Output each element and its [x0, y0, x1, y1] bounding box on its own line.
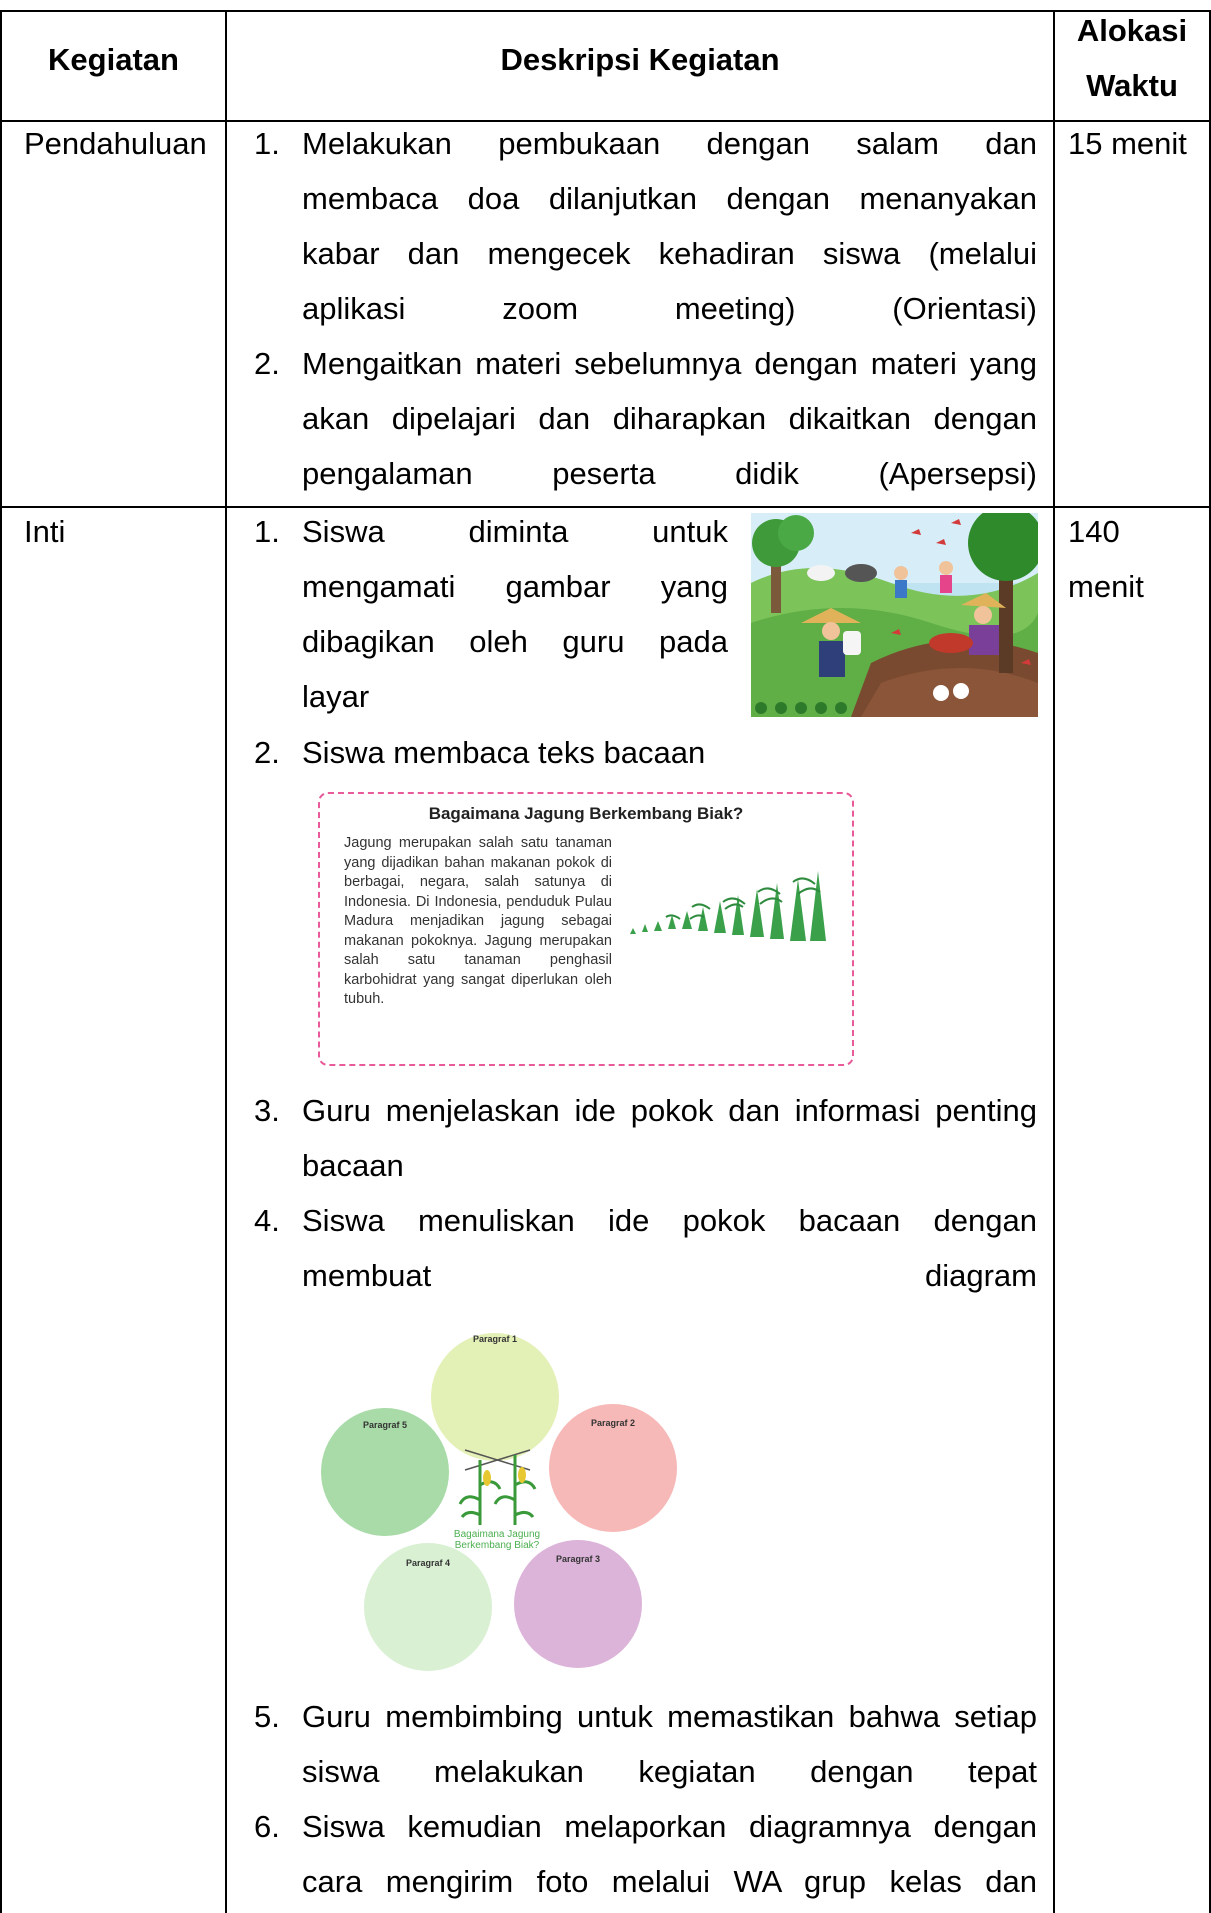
- item-text: Guru menjelaskan ide pokok dan informasi penting bacaan: [302, 1093, 1037, 1183]
- time-pendahuluan: 15 menit: [1068, 126, 1187, 161]
- reading-title: Bagaimana Jagung Berkembang Biak?: [428, 804, 744, 823]
- circle-label: Paragraf 5: [362, 1420, 408, 1430]
- circle-label: Paragraf 2: [590, 1418, 636, 1428]
- diagram-center-title: Bagaimana Jagung: [453, 1529, 541, 1540]
- circle-paragraf-1: [431, 1333, 559, 1461]
- idea-diagram: [315, 1310, 685, 1680]
- item-text: Siswa membaca teks bacaan: [302, 735, 706, 770]
- diagram-center-subtitle: Berkembang Biak?: [454, 1540, 540, 1551]
- item-text: Siswa diminta untuk mengamati gambar yang dibagikan oleh guru pada layar: [302, 514, 728, 714]
- item-text: Siswa menuliskan ide pokok bacaan dengan membuat diagram: [302, 1203, 1037, 1293]
- item-number: 4.: [254, 1203, 280, 1238]
- header-alokasi: Alokasi: [1076, 13, 1188, 48]
- item-number: 2.: [254, 346, 280, 381]
- item-number: 6.: [254, 1809, 280, 1844]
- header-kegiatan: Kegiatan: [48, 42, 179, 77]
- corn-field-illustration: [620, 849, 840, 949]
- reading-body: Jagung merupakan salah satu tanaman yang dijadikan bahan makanan pokok di berbagai, negara, salah satunya di Indonesia. Di Indonesia, penduduk Pulau Madura menjadikan jagung sebagai makanan pokoknya. Jagung merupakan salah satu tanaman penghasil karbohidrat yang sangat diperlukan oleh tubuh.: [344, 835, 612, 1007]
- circle-label: Paragraf 1: [472, 1334, 518, 1344]
- circle-label: Paragraf 3: [555, 1554, 601, 1564]
- header-deskripsi: Deskripsi Kegiatan: [500, 42, 780, 77]
- table-border-top: [0, 10, 1211, 12]
- time-inti-unit: menit: [1068, 569, 1144, 604]
- circle-label: Paragraf 4: [405, 1558, 451, 1568]
- item-text: Mengaitkan materi sebelumnya dengan materi yang akan dipelajari dan diharapkan dikaitkan dengan pengalaman peserta didik (Apersepsi): [302, 346, 1037, 491]
- table-col-divider-2: [1053, 10, 1055, 1913]
- reading-text-box: [318, 792, 854, 1066]
- item-number: 5.: [254, 1699, 280, 1734]
- table-col-divider-1: [225, 10, 227, 1913]
- item-text: Siswa kemudian melaporkan diagramnya dengan cara mengirim foto melalui WA grup kelas dan: [302, 1809, 1037, 1899]
- farm-illustration: [751, 513, 1038, 717]
- item-text: Melakukan pembukaan dengan salam dan membaca doa dilanjutkan dengan menanyakan kabar dan mengecek kehadiran siswa (melalui aplikasi zoom meeting) (Orientasi): [302, 126, 1037, 326]
- item-text: Guru membimbing untuk memastikan bahwa setiap siswa melakukan kegiatan dengan tepat: [302, 1699, 1037, 1789]
- stage-pendahuluan: Pendahuluan: [24, 126, 207, 161]
- stage-inti: Inti: [24, 514, 66, 549]
- item-number: 2.: [254, 735, 280, 770]
- corn-plant-icon: [460, 1450, 535, 1525]
- item-number: 3.: [254, 1093, 280, 1128]
- time-inti-number: 140: [1068, 514, 1120, 549]
- item-number: 1.: [254, 126, 280, 161]
- item-number: 1.: [254, 514, 280, 549]
- header-waktu: Waktu: [1086, 68, 1178, 103]
- table-border-left: [0, 10, 2, 1913]
